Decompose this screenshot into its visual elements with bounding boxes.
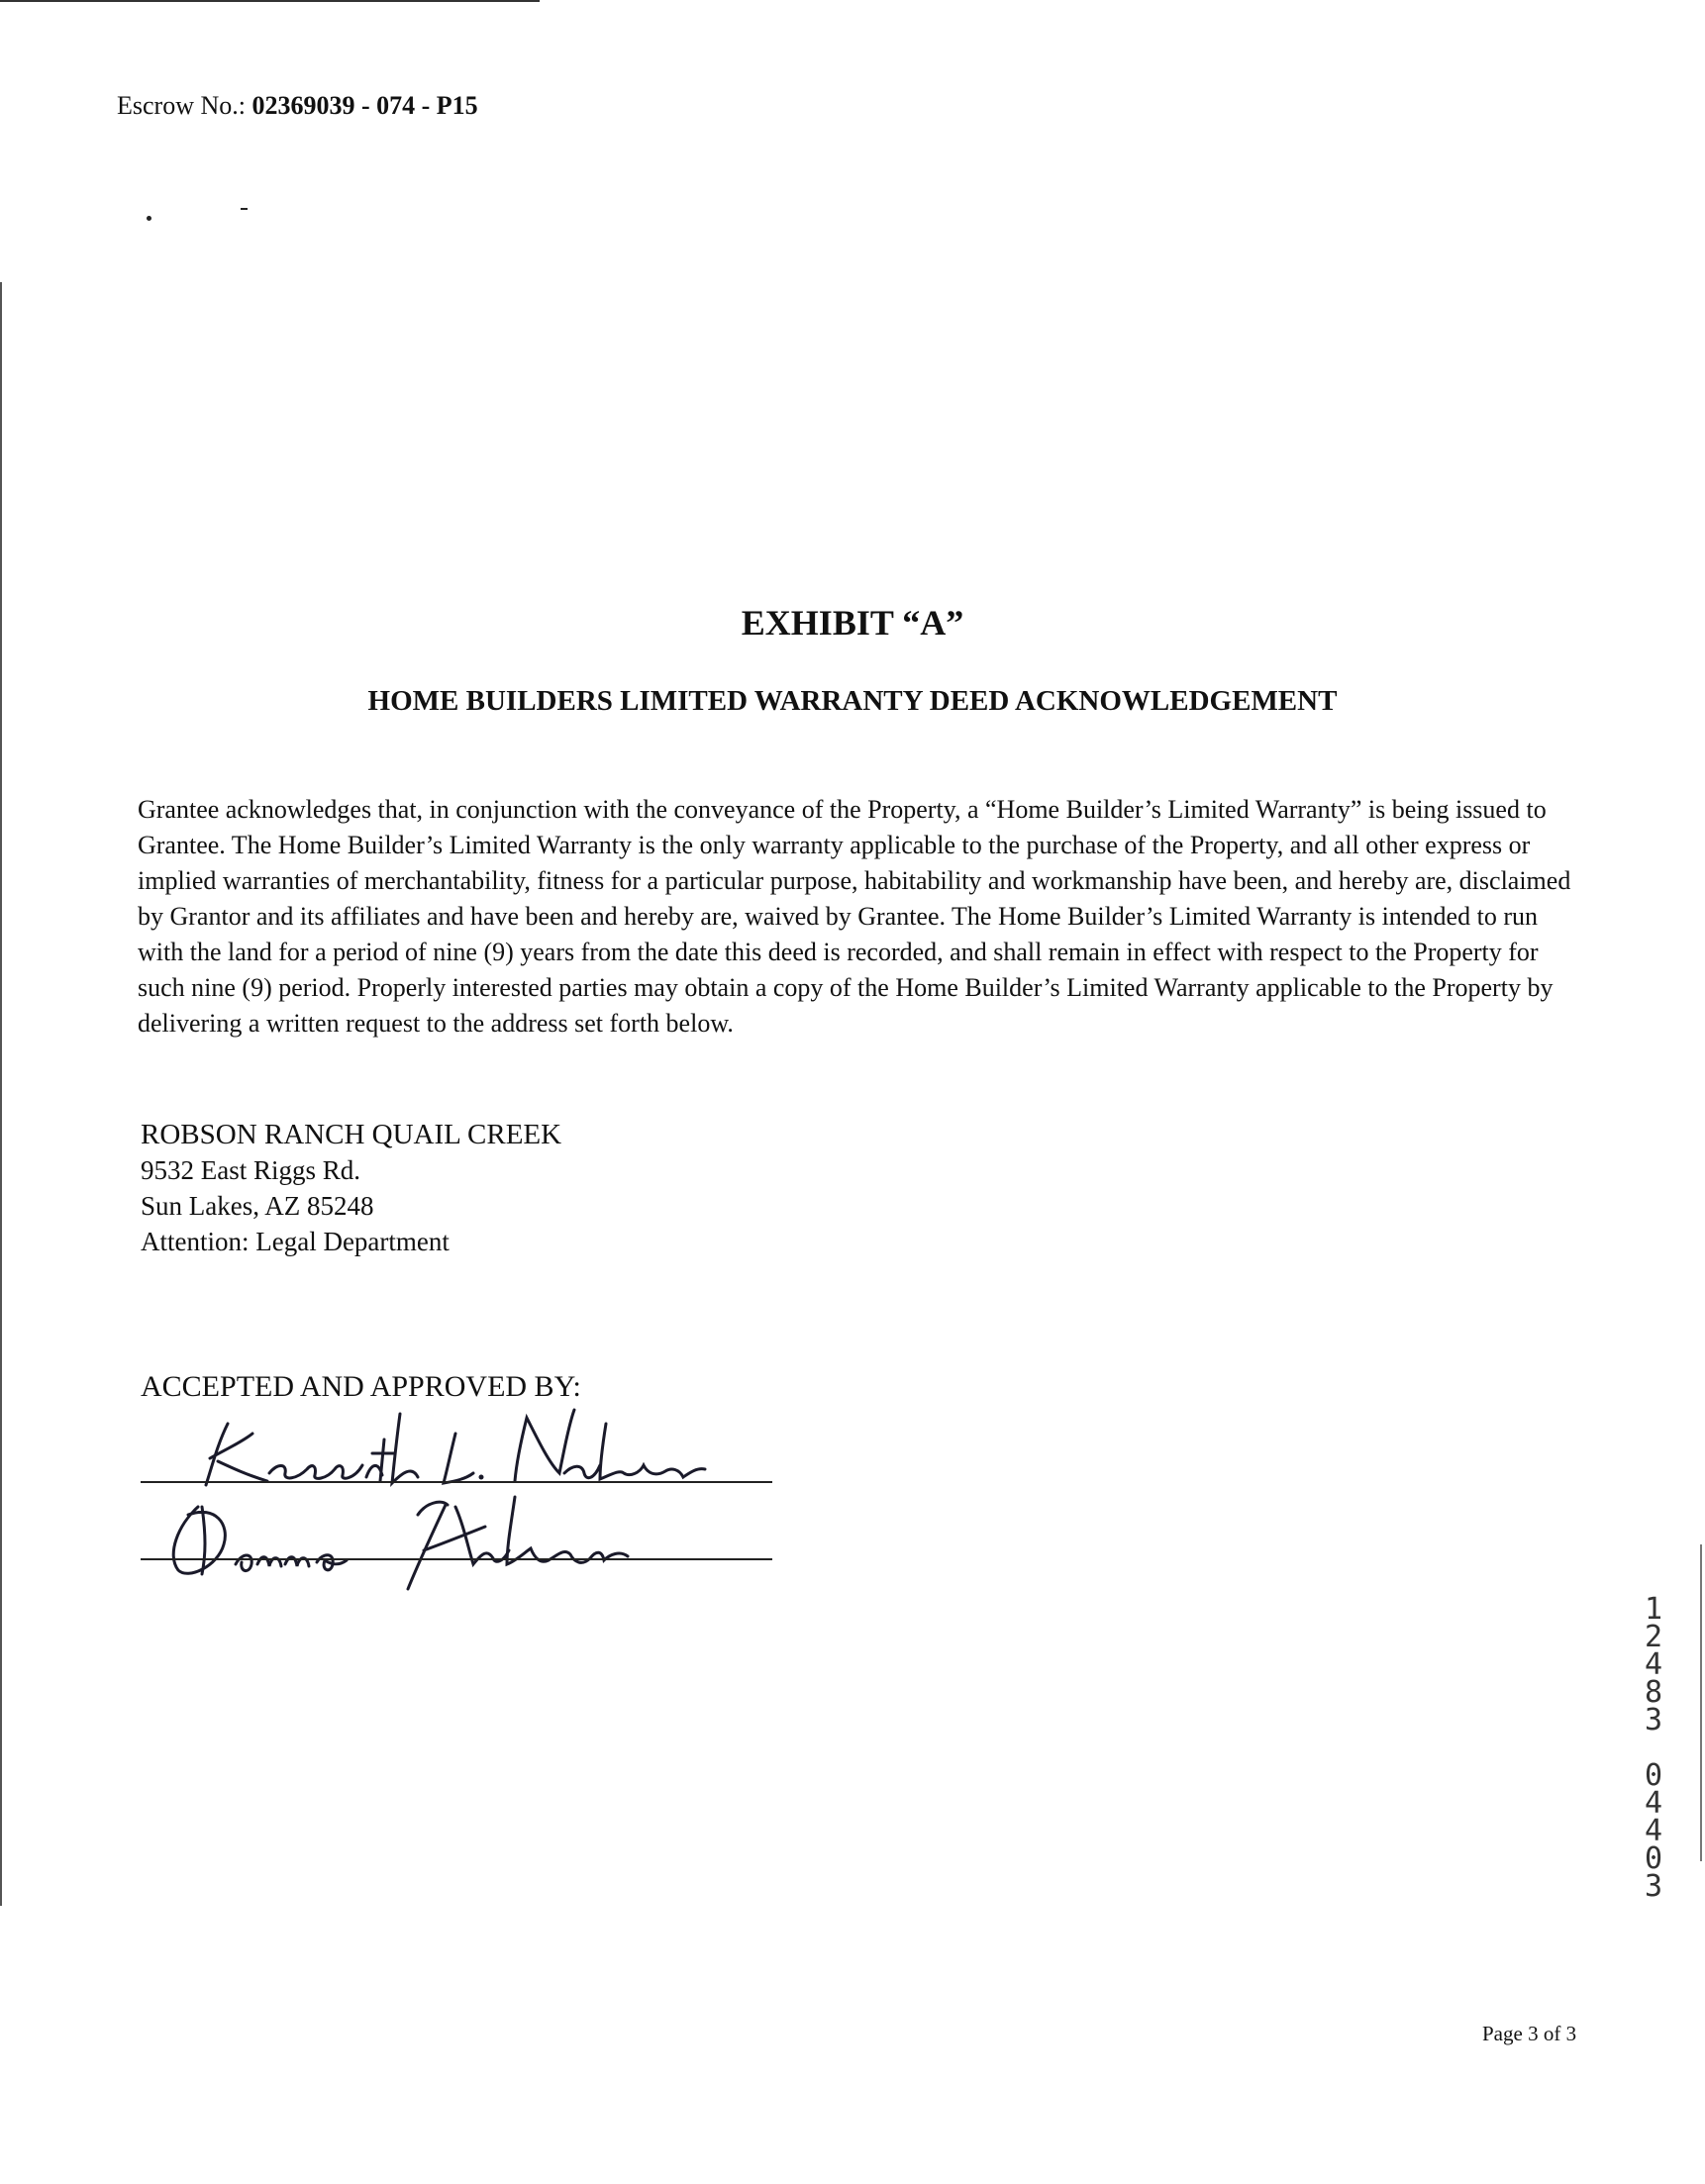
stamp-digit: 2 [1644, 1620, 1663, 1654]
exhibit-title: EXHIBIT “A” [741, 603, 964, 643]
stamp-digit: 3 [1644, 1869, 1663, 1904]
page-number: Page 3 of 3 [1482, 2022, 1577, 2045]
acknowledgement-text: Grantee acknowledges that, in conjunction with the conveyance of the Property, a “Home Builder’s Limited Warranty” is being issued to Grantee. The Home Builder’s Limited Warranty is the only warranty applicable to the purchase of the Property, and all other express or implied warranties of merchantability, fitness for a particular purpose, habitability and workmanship have been, and hereby are, disclaimed by Grantor and its affiliates and have been and hereby are, waived by Grantee. The Home Builder’s Limited Warranty is intended to run with the land for a period of nine (9) years from the date this deed is recorded, and shall remain in effect with respect to the Property for such nine (9) period. Properly interested parties may obtain a copy of the Home Builder’s Limited Warranty applicable to the Property by delivering a written request to the address set forth below. [138, 795, 1571, 1038]
acknowledgement-paragraph [138, 792, 1583, 1042]
section-title: HOME BUILDERS LIMITED WARRANTY DEED ACKNOWLEDGEMENT [367, 685, 1338, 717]
signature-line-1 [141, 1481, 772, 1483]
scan-speck [147, 216, 151, 221]
stamp-digit: 4 [1644, 1647, 1663, 1682]
stamp-digit: 0 [1644, 1758, 1663, 1793]
scan-artifact-top [0, 0, 540, 2]
stamp-digit: 3 [1644, 1703, 1663, 1737]
stamp-digit: 0 [1644, 1841, 1663, 1876]
address-attention: Attention: Legal Department [141, 1227, 450, 1256]
scan-artifact-left-edge [0, 282, 2, 1906]
stamp-digit: 4 [1644, 1814, 1663, 1848]
signature-kenneth-nelson [158, 1404, 713, 1493]
address-block [141, 1117, 561, 1259]
signature-line-2 [141, 1558, 772, 1560]
stamp-digit: 4 [1644, 1786, 1663, 1821]
signature-donna-nelson [158, 1485, 752, 1594]
escrow-number [117, 91, 478, 121]
accepted-approved-label: ACCEPTED AND APPROVED BY: [141, 1370, 581, 1403]
scan-artifact-right-edge [1700, 1544, 1702, 1861]
stamp-digit: 8 [1644, 1675, 1663, 1710]
recording-stamp [1639, 1592, 1668, 1904]
escrow-value: 02369039 - 074 - P15 [251, 91, 478, 120]
escrow-label: Escrow No.: [117, 91, 246, 120]
scan-speck [241, 208, 248, 210]
stamp-digit: 1 [1644, 1592, 1663, 1627]
address-company: ROBSON RANCH QUAIL CREEK [141, 1119, 562, 1150]
address-city: Sun Lakes, AZ 85248 [141, 1191, 374, 1221]
address-street: 9532 East Riggs Rd. [141, 1155, 361, 1185]
